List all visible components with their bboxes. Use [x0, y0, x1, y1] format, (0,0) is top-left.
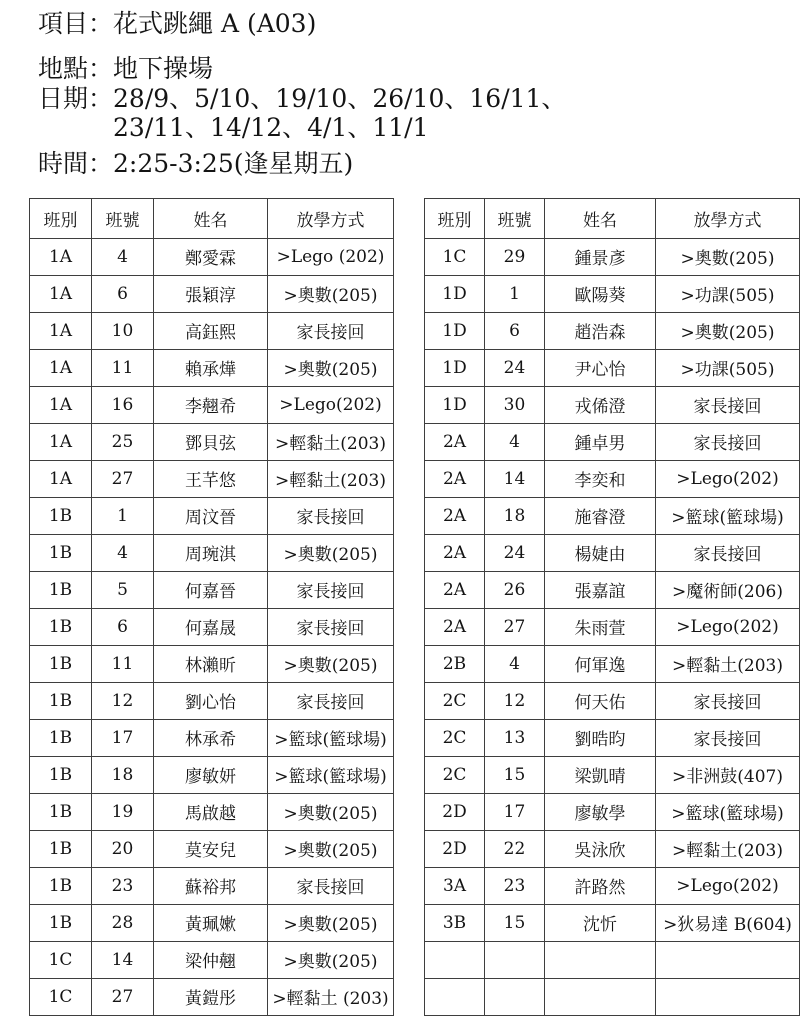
cell: 廖敏學	[545, 793, 656, 830]
cell: 梁仲翹	[154, 941, 268, 978]
cell: 何軍逸	[545, 645, 656, 682]
cell: 吳泳欣	[545, 830, 656, 867]
cell: 2B	[425, 645, 485, 682]
cell: 家長接回	[268, 571, 394, 608]
time-value: 2:25-3:25(逢星期五)	[113, 148, 354, 178]
cell	[425, 978, 485, 1015]
cell: >奧數(205)	[268, 645, 394, 682]
table-row	[30, 645, 394, 682]
cell: >Lego (202)	[268, 238, 394, 275]
cell: 鍾卓男	[545, 423, 656, 460]
cell: 26	[485, 571, 545, 608]
cell: >籃球(籃球場)	[268, 719, 394, 756]
cell	[545, 978, 656, 1015]
table-row	[30, 682, 394, 719]
cell: 3B	[425, 904, 485, 941]
table-row	[425, 867, 800, 904]
cell: 戎俙澄	[545, 386, 656, 423]
cell: 17	[92, 719, 154, 756]
table-row	[425, 978, 800, 1015]
cell: 2A	[425, 608, 485, 645]
cell: 張穎淳	[154, 275, 268, 312]
cell: 李奕和	[545, 460, 656, 497]
cell: 林瀨昕	[154, 645, 268, 682]
table-row	[425, 349, 800, 386]
table-row	[425, 571, 800, 608]
cell: >奧數(205)	[268, 793, 394, 830]
cell: 蘇裕邦	[154, 867, 268, 904]
cell: 27	[485, 608, 545, 645]
cell: 何嘉晉	[154, 571, 268, 608]
cell: >籃球(籃球場)	[268, 756, 394, 793]
cell: 18	[92, 756, 154, 793]
table-row	[30, 238, 394, 275]
cell	[656, 978, 800, 1015]
cell: 林承希	[154, 719, 268, 756]
table-row	[425, 756, 800, 793]
cell: 29	[485, 238, 545, 275]
cell: 27	[92, 460, 154, 497]
cell: 鄧貝弦	[154, 423, 268, 460]
cell: 4	[485, 645, 545, 682]
cell: >奧數(205)	[268, 349, 394, 386]
roster-tables	[29, 198, 800, 1016]
table-row	[425, 719, 800, 756]
column-header: 姓名	[154, 198, 268, 238]
cell: 23	[485, 867, 545, 904]
cell: 周汶晉	[154, 497, 268, 534]
cell: 家長接回	[268, 682, 394, 719]
cell: 1A	[30, 275, 92, 312]
cell: >籃球(籃球場)	[656, 497, 800, 534]
cell: >Lego(202)	[656, 460, 800, 497]
cell: 30	[485, 386, 545, 423]
cell: 許路然	[545, 867, 656, 904]
item-label: 項目：	[38, 9, 114, 38]
table-row	[425, 312, 800, 349]
cell: >奧數(205)	[268, 941, 394, 978]
cell: 鄭愛霖	[154, 238, 268, 275]
roster-table-left	[29, 198, 394, 1016]
cell: 1C	[425, 238, 485, 275]
time-line	[38, 150, 800, 177]
cell: 尹心怡	[545, 349, 656, 386]
cell: 10	[92, 312, 154, 349]
cell: 6	[92, 608, 154, 645]
cell: 6	[92, 275, 154, 312]
cell: 鍾景彥	[545, 238, 656, 275]
document-header	[38, 10, 800, 177]
cell: 12	[485, 682, 545, 719]
cell: 28	[92, 904, 154, 941]
cell: 1A	[30, 349, 92, 386]
table-row	[30, 312, 394, 349]
cell: 1D	[425, 275, 485, 312]
cell: 2A	[425, 497, 485, 534]
cell: 5	[92, 571, 154, 608]
cell: >非洲鼓(407)	[656, 756, 800, 793]
table-row	[425, 423, 800, 460]
venue-line	[38, 55, 800, 82]
cell: 19	[92, 793, 154, 830]
cell: 2C	[425, 719, 485, 756]
cell: 馬啟越	[154, 793, 268, 830]
cell: 高鈺熙	[154, 312, 268, 349]
cell: 家長接回	[268, 608, 394, 645]
cell: 1B	[30, 719, 92, 756]
cell: 施睿澄	[545, 497, 656, 534]
cell: >輕黏土 (203)	[268, 978, 394, 1015]
column-header: 班別	[425, 198, 485, 238]
cell: 1	[92, 497, 154, 534]
table-row	[30, 571, 394, 608]
date-value-line2: 23/11、14/12、4/1、11/1	[113, 112, 429, 142]
cell: 4	[92, 534, 154, 571]
header-row	[30, 198, 394, 238]
cell: 家長接回	[656, 386, 800, 423]
date-value-line1: 28/9、5/10、19/10、26/10、16/11、	[113, 84, 567, 113]
table-row	[30, 904, 394, 941]
cell: 1D	[425, 312, 485, 349]
cell: 14	[92, 941, 154, 978]
cell: 27	[92, 978, 154, 1015]
table-row	[425, 386, 800, 423]
cell: 24	[485, 349, 545, 386]
cell: 黃珮嫰	[154, 904, 268, 941]
cell: 家長接回	[656, 719, 800, 756]
cell: 歐陽葵	[545, 275, 656, 312]
date-value	[113, 85, 566, 143]
cell: 1A	[30, 460, 92, 497]
roster-table-right	[424, 198, 800, 1016]
cell	[425, 941, 485, 978]
cell: 劉晧昀	[545, 719, 656, 756]
cell: 沈忻	[545, 904, 656, 941]
cell: 1B	[30, 867, 92, 904]
cell: 1D	[425, 349, 485, 386]
cell: 1B	[30, 497, 92, 534]
date-label: 日期：	[38, 84, 114, 113]
table-row	[30, 793, 394, 830]
cell	[656, 941, 800, 978]
cell: >狄易達 B(604)	[656, 904, 800, 941]
cell: 何嘉晟	[154, 608, 268, 645]
cell: 1	[485, 275, 545, 312]
cell: 賴承燁	[154, 349, 268, 386]
cell: 15	[485, 756, 545, 793]
cell: 11	[92, 645, 154, 682]
table-row	[425, 534, 800, 571]
cell: 1B	[30, 756, 92, 793]
table-row	[425, 497, 800, 534]
cell: 15	[485, 904, 545, 941]
cell: 1C	[30, 978, 92, 1015]
cell: >Lego(202)	[268, 386, 394, 423]
cell: 1B	[30, 682, 92, 719]
cell: 20	[92, 830, 154, 867]
cell: 22	[485, 830, 545, 867]
item-line	[38, 10, 800, 37]
cell: 1D	[425, 386, 485, 423]
cell: 1A	[30, 386, 92, 423]
item-value: 花式跳繩 A (A03)	[113, 9, 317, 38]
cell: >功課(505)	[656, 349, 800, 386]
cell: >功課(505)	[656, 275, 800, 312]
cell	[545, 941, 656, 978]
table-row	[30, 497, 394, 534]
cell: 1B	[30, 793, 92, 830]
table-row	[30, 460, 394, 497]
cell: 家長接回	[656, 534, 800, 571]
cell: 13	[485, 719, 545, 756]
table-row	[425, 682, 800, 719]
cell: 1B	[30, 645, 92, 682]
cell: 梁凱晴	[545, 756, 656, 793]
cell: 莫安兒	[154, 830, 268, 867]
column-header: 放學方式	[268, 198, 394, 238]
cell: 2C	[425, 682, 485, 719]
cell: 2D	[425, 793, 485, 830]
cell: 2A	[425, 571, 485, 608]
cell: 廖敏妍	[154, 756, 268, 793]
cell: 1A	[30, 238, 92, 275]
cell: 16	[92, 386, 154, 423]
cell: >奧數(205)	[268, 904, 394, 941]
cell: >輕黏土(203)	[656, 645, 800, 682]
cell: 家長接回	[656, 682, 800, 719]
cell: >Lego(202)	[656, 867, 800, 904]
cell: 1C	[30, 941, 92, 978]
cell: >籃球(籃球場)	[656, 793, 800, 830]
cell	[485, 978, 545, 1015]
table-row	[30, 534, 394, 571]
table-row	[425, 238, 800, 275]
cell: 朱雨萱	[545, 608, 656, 645]
table-row	[30, 719, 394, 756]
cell: 23	[92, 867, 154, 904]
column-header: 放學方式	[656, 198, 800, 238]
cell: >魔術師(206)	[656, 571, 800, 608]
venue-label: 地點：	[38, 54, 114, 83]
table-row	[425, 460, 800, 497]
table-row	[425, 275, 800, 312]
cell: 家長接回	[268, 497, 394, 534]
cell: 1B	[30, 830, 92, 867]
cell: 家長接回	[656, 423, 800, 460]
cell: 25	[92, 423, 154, 460]
table-row	[30, 867, 394, 904]
table-row	[425, 904, 800, 941]
cell: 2C	[425, 756, 485, 793]
cell: 24	[485, 534, 545, 571]
cell: >輕黏土(203)	[268, 423, 394, 460]
cell: 18	[485, 497, 545, 534]
column-header: 班號	[92, 198, 154, 238]
cell: 周琬淇	[154, 534, 268, 571]
column-header: 班號	[485, 198, 545, 238]
table-row	[30, 349, 394, 386]
cell: 劉心怡	[154, 682, 268, 719]
table-row	[425, 830, 800, 867]
table-row	[425, 941, 800, 978]
venue-value: 地下操場	[113, 54, 214, 83]
cell: 14	[485, 460, 545, 497]
cell: 家長接回	[268, 867, 394, 904]
cell: 12	[92, 682, 154, 719]
cell: 4	[92, 238, 154, 275]
cell: 6	[485, 312, 545, 349]
cell	[485, 941, 545, 978]
table-row	[30, 978, 394, 1015]
cell: >Lego(202)	[656, 608, 800, 645]
header-row	[425, 198, 800, 238]
cell: 1A	[30, 312, 92, 349]
cell: 李翹希	[154, 386, 268, 423]
cell: 3A	[425, 867, 485, 904]
column-header: 班別	[30, 198, 92, 238]
date-line	[38, 85, 800, 143]
cell: 何天佑	[545, 682, 656, 719]
cell: 2A	[425, 460, 485, 497]
cell: 2D	[425, 830, 485, 867]
column-header: 姓名	[545, 198, 656, 238]
cell: 楊婕由	[545, 534, 656, 571]
table-row	[30, 608, 394, 645]
cell: 1B	[30, 904, 92, 941]
cell: 趙浩森	[545, 312, 656, 349]
table-row	[30, 941, 394, 978]
table-row	[30, 830, 394, 867]
cell: 11	[92, 349, 154, 386]
cell: >奧數(205)	[656, 312, 800, 349]
cell: 王芊悠	[154, 460, 268, 497]
table-row	[30, 275, 394, 312]
time-label: 時間：	[38, 148, 114, 178]
cell: >奧數(205)	[268, 534, 394, 571]
table-row	[425, 793, 800, 830]
table-row	[30, 756, 394, 793]
cell: >輕黏土(203)	[268, 460, 394, 497]
cell: 張嘉誼	[545, 571, 656, 608]
table-row	[30, 423, 394, 460]
cell: >奧數(205)	[656, 238, 800, 275]
cell: 4	[485, 423, 545, 460]
cell: 17	[485, 793, 545, 830]
cell: 1B	[30, 608, 92, 645]
cell: 黃鎧彤	[154, 978, 268, 1015]
cell: >奧數(205)	[268, 830, 394, 867]
cell: 1A	[30, 423, 92, 460]
cell: 家長接回	[268, 312, 394, 349]
table-row	[425, 608, 800, 645]
cell: 1B	[30, 534, 92, 571]
cell: >奧數(205)	[268, 275, 394, 312]
table-row	[30, 386, 394, 423]
cell: 2A	[425, 423, 485, 460]
cell: >輕黏土(203)	[656, 830, 800, 867]
cell: 1B	[30, 571, 92, 608]
cell: 2A	[425, 534, 485, 571]
table-row	[425, 645, 800, 682]
